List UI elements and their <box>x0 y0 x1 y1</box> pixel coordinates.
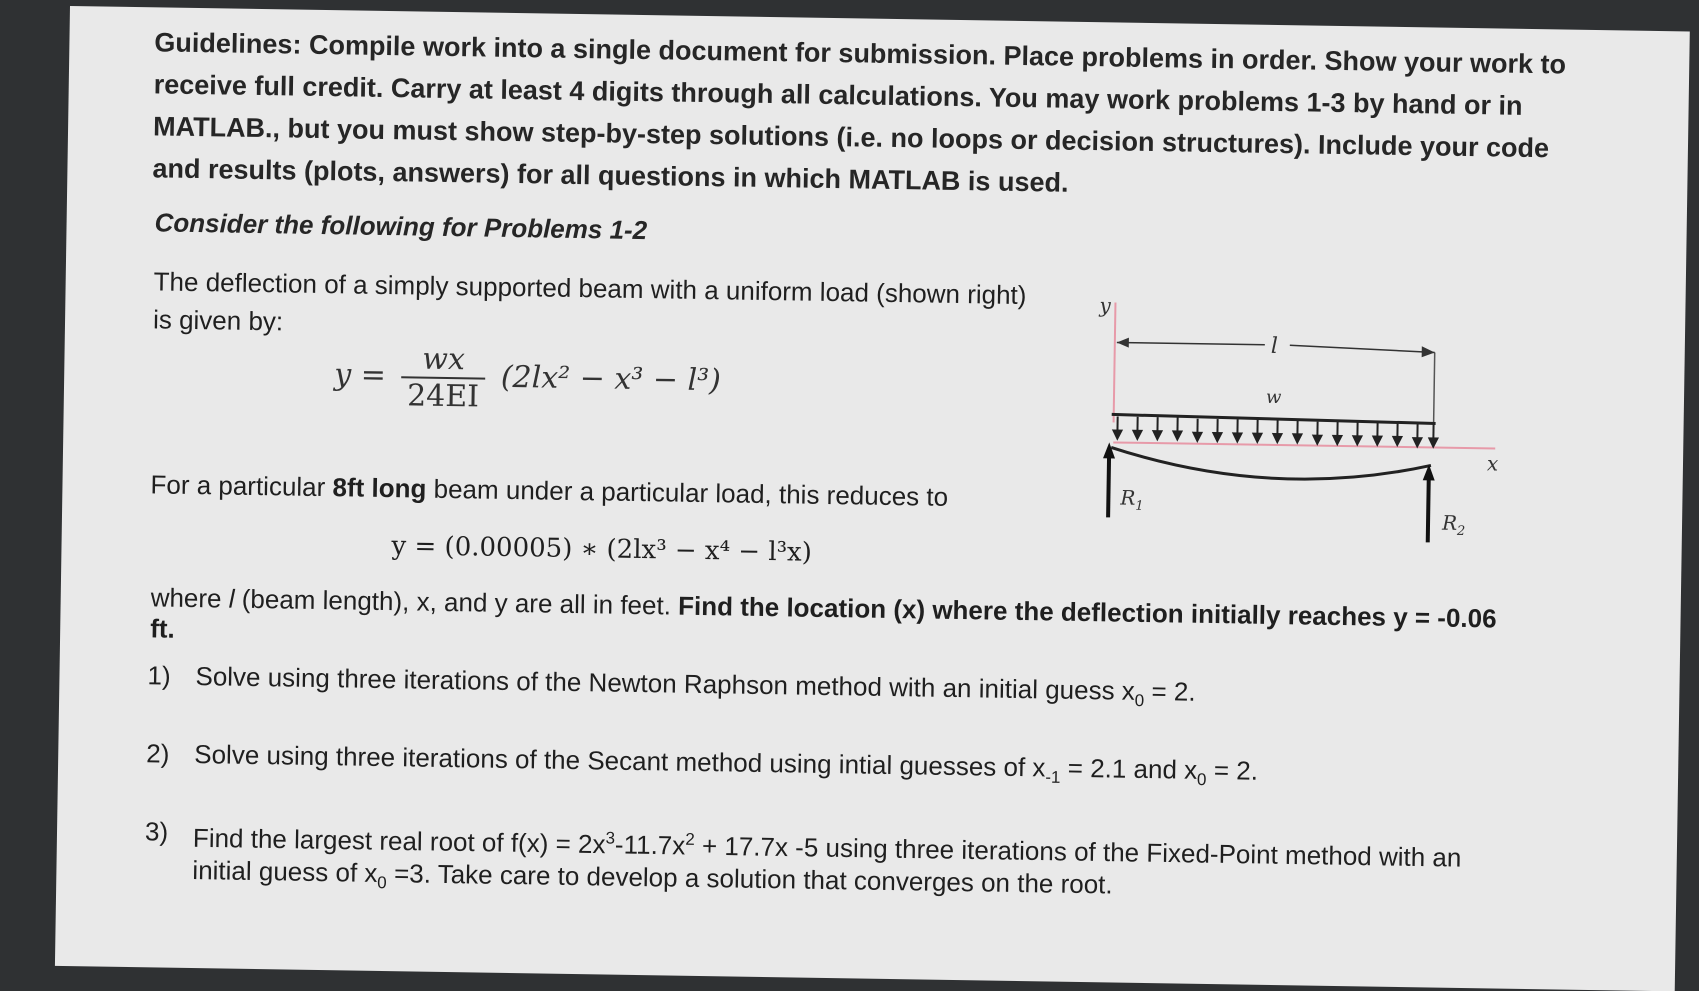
r2-letter: R <box>1441 511 1457 535</box>
subscript: 0 <box>377 873 387 892</box>
where-l: l <box>229 584 235 614</box>
reaction-r2-label <box>1441 511 1466 539</box>
subscript: 0 <box>1135 691 1145 710</box>
load-label: w <box>1266 387 1282 408</box>
particular-bold: 8ft long <box>332 472 426 503</box>
arrowhead-left <box>1117 337 1129 347</box>
x-axis-line <box>1113 442 1495 448</box>
problem-text: =3. Take care to develop a solution that converges on the root. <box>387 858 1113 899</box>
subscript: -1 <box>1045 768 1060 787</box>
guidelines-label: Guidelines: <box>154 27 301 59</box>
particular-text <box>150 469 948 513</box>
problem-number: 1) <box>147 659 171 691</box>
deflected-beam <box>1111 447 1431 481</box>
superscript: 2 <box>685 830 695 849</box>
guidelines-text: Compile work into a single document for submission. Place problems in order. Show your work to receive full credit. Carry at least 4 digits through all calculations. You may work problems 1-3 by hand or in MATLAB., but you must show step-by-step solutions (i.e. no loops or decision structures). Include your code and results (plots, answers) for all questions in which MATLAB is used. <box>152 30 1566 198</box>
where-pre: where <box>150 582 229 613</box>
problem-text: Find the largest real root of f(x) = 2x <box>193 823 606 859</box>
problem-item <box>146 737 1476 800</box>
reduced-formula: y = (0.00005) ∗ (2lx³ − x⁴ − l³x) <box>391 531 812 568</box>
formula-fraction <box>401 341 486 414</box>
problem-text: -11.7x <box>615 830 686 861</box>
problem-item <box>147 659 1477 722</box>
formula-rhs: (2lx² − x³ − l³) <box>501 360 722 398</box>
problem-text: = 2. <box>1144 676 1196 707</box>
reaction-r1-head <box>1103 442 1115 458</box>
guidelines-paragraph <box>152 21 1574 211</box>
r1-letter: R <box>1119 486 1135 510</box>
problem-number: 2) <box>146 737 170 769</box>
r1-subscript: 1 <box>1135 499 1144 514</box>
y-axis-line <box>1114 302 1116 422</box>
formula-numerator: wx <box>401 341 486 379</box>
length-arrow-left <box>1117 342 1265 344</box>
reaction-r1-arrow <box>1108 450 1109 517</box>
problem-item <box>144 816 1475 917</box>
subscript: 0 <box>1197 770 1207 789</box>
x-axis-label: x <box>1487 451 1499 475</box>
where-mid: (beam length), x, and y are all in feet. <box>234 584 678 621</box>
intro-text: The deflection of a simply supported beam with a uniform load (shown right) is given by: <box>153 262 1034 352</box>
problem-text: Solve using three iterations of the Newton Raphson method with an initial guess x <box>195 661 1135 706</box>
load-bar <box>1112 414 1436 423</box>
length-label: l <box>1271 334 1278 359</box>
formula-lhs: y = <box>334 357 386 393</box>
y-axis-label: y <box>1098 293 1111 317</box>
beam-diagram <box>1102 292 1506 548</box>
deflection-formula <box>334 340 722 418</box>
arrowhead-right <box>1422 346 1435 357</box>
where-text <box>150 582 1501 665</box>
problem-text: = 2.1 and x <box>1060 753 1197 785</box>
right-dimension-line <box>1433 352 1434 432</box>
r2-subscript: 2 <box>1456 524 1466 539</box>
problem-number: 3) <box>145 816 169 848</box>
superscript: 3 <box>605 829 615 848</box>
problem-text: + 17.7x -5 using three iterations of the Fixed-Point method with an initial guess of x <box>192 831 1461 888</box>
consider-heading: Consider the following for Problems 1-2 <box>154 207 647 246</box>
reaction-r2-arrow <box>1428 472 1429 542</box>
reaction-r1-label <box>1119 486 1144 514</box>
problem-list <box>143 659 1477 952</box>
particular-post: beam under a particular load, this reduces to <box>426 474 948 512</box>
formula-denominator: 24EI <box>401 378 485 414</box>
problem-text: = 2. <box>1206 755 1258 786</box>
problem-text: Solve using three iterations of the Secant method using intial guesses of x <box>194 739 1046 782</box>
particular-pre: For a particular <box>150 469 333 502</box>
where-bold: Find the location (x) where the deflection initially reaches y = -0.06 ft. <box>150 591 1497 644</box>
length-arrow-right <box>1290 345 1435 352</box>
document-page <box>55 6 1690 991</box>
